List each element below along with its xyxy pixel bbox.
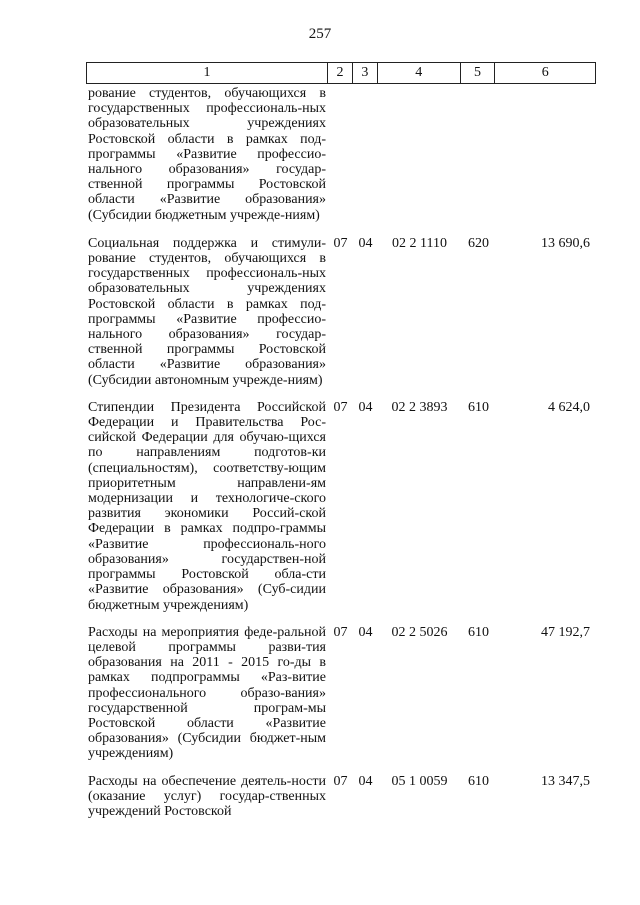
- table-row: [86, 774, 596, 820]
- table-row: [86, 236, 596, 388]
- row-expense-type: 610: [468, 773, 489, 789]
- row-section: 07: [333, 399, 348, 415]
- row-target-code: 02 2 1110: [392, 235, 447, 251]
- row-subsection: 04: [358, 235, 373, 251]
- table-row: [86, 400, 596, 613]
- row-target-code: 02 2 3893: [391, 399, 448, 415]
- row-section: 07: [333, 235, 348, 251]
- row-amount: 13 347,5: [541, 773, 590, 789]
- row-section: 07: [333, 773, 348, 789]
- column-header-5: 5: [461, 63, 496, 83]
- column-header-3: 3: [353, 63, 378, 83]
- table-header: [86, 62, 596, 84]
- row-description: Стипендии Президента Российской Федерации и Правительства Рос-сийской Федерации для обучаю-щихся по направлениям подготов-ки (специальностям), соответству-ющим приоритетным направлени-ям модернизации и технологиче-ского развития экономики Россий-ской Федерации в рамках подпро-граммы «Развитие профессиональ-ного образования» государствен-ной программы Ростовской обла-сти «Развитие образования» (Суб-сидии бюджетным учреждениям): [88, 399, 326, 613]
- row-subsection: 04: [358, 624, 373, 640]
- row-target-code: 02 2 5026: [391, 624, 448, 640]
- row-expense-type: 620: [468, 235, 489, 251]
- page-number: 257: [308, 26, 332, 42]
- row-description: Расходы на обеспечение деятель-ности (оказание услуг) государ-ственных учреждений Ростовской: [88, 773, 326, 819]
- column-header-2: 2: [328, 63, 353, 83]
- row-subsection: 04: [358, 773, 373, 789]
- row-section: 07: [333, 624, 348, 640]
- row-description: Расходы на мероприятия феде-ральной целевой программы разви-тия образования на 2011 - 2015 го-ды в рамках подпрограммы «Раз-витие профессионального образо-вания» государственной програм-мы Ростовской области «Развитие образования» (Субсидии бюджет-ным учреждениям): [88, 624, 326, 762]
- table-body: [86, 86, 596, 831]
- row-description: Социальная поддержка и стимули-рование студентов, обучающихся в государственных профессиональ-ных образовательных учреждениях Ростовской области в рамках под-программы «Развитие профессио-нального образования» государ-ственной программы Ростовской области «Развитие образования» (Субсидии автономным учрежде-ниям): [88, 235, 326, 388]
- row-target-code: [378, 86, 461, 223]
- row-expense-type: 610: [468, 399, 489, 415]
- row-target-code: 05 1 0059: [391, 773, 448, 789]
- row-amount: 13 690,6: [541, 235, 590, 251]
- row-expense-type: [461, 86, 496, 223]
- row-amount: 4 624,0: [548, 399, 590, 415]
- row-amount: [496, 86, 596, 223]
- column-header-1: 1: [87, 63, 328, 83]
- table-row: [86, 625, 596, 762]
- row-amount: 47 192,7: [541, 624, 590, 640]
- row-section: [328, 86, 353, 223]
- table-row: [86, 86, 596, 223]
- row-subsection: 04: [358, 399, 373, 415]
- row-description: рование студентов, обучающихся в государственных профессиональ-ных образовательных учреждениях Ростовской области в рамках под-программы «Развитие профессио-нального образования» государ-ственной программы Ростовской области «Развитие образования» (Субсидии бюджетным учрежде-ниям): [88, 86, 326, 223]
- row-subsection: [353, 86, 378, 223]
- column-header-6: 6: [541, 65, 549, 80]
- column-header-4: 4: [378, 63, 461, 83]
- row-expense-type: 610: [468, 624, 489, 640]
